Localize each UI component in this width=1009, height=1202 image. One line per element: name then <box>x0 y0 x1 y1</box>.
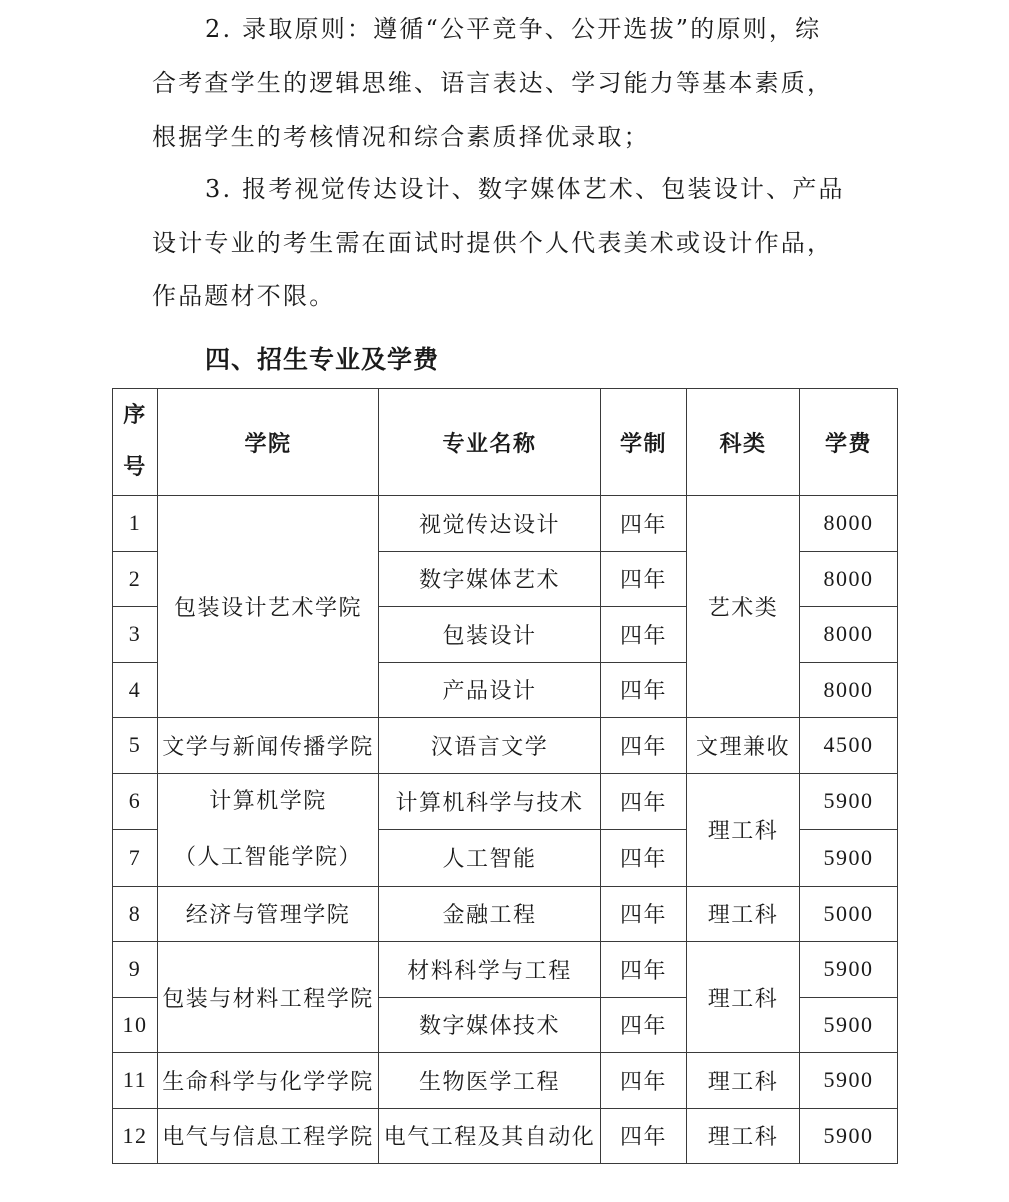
row-index: 6 <box>113 773 158 830</box>
header-index-top: 序 <box>123 403 147 428</box>
row-index: 8 <box>113 886 158 942</box>
college-cell: 电气与信息工程学院 <box>158 1108 379 1164</box>
table-row <box>113 1108 898 1164</box>
college-cell: 文学与新闻传播学院 <box>158 718 379 774</box>
header-college: 学院 <box>158 389 379 496</box>
row-index: 9 <box>113 942 158 998</box>
college-cell: 包装设计艺术学院 <box>158 496 379 718</box>
table-row <box>113 773 898 830</box>
fee-cell: 8000 <box>800 496 898 552</box>
fee-cell: 8000 <box>800 607 898 663</box>
major-cell: 包装设计 <box>379 607 601 663</box>
duration-cell: 四年 <box>601 886 687 942</box>
duration-cell: 四年 <box>601 1053 687 1109</box>
category-cell: 理工科 <box>687 886 800 942</box>
college-cell: 经济与管理学院 <box>158 886 379 942</box>
header-index-bottom: 号 <box>123 455 147 480</box>
college-name-line: 计算机学院 <box>209 788 327 814</box>
college-cell <box>158 773 379 886</box>
paragraph-3-line-1: 3. 报考视觉传达设计、数字媒体艺术、包装设计、产品 <box>205 175 845 203</box>
fee-cell: 5000 <box>800 886 898 942</box>
duration-cell: 四年 <box>601 551 687 607</box>
major-cell: 产品设计 <box>379 662 601 718</box>
duration-cell: 四年 <box>601 718 687 774</box>
table-row <box>113 718 898 774</box>
fee-cell: 4500 <box>800 718 898 774</box>
duration-cell: 四年 <box>601 773 687 830</box>
paragraph-2-line-1: 2. 录取原则：遵循“公平竞争、公开选拔”的原则，综 <box>205 15 822 43</box>
major-cell: 数字媒体技术 <box>379 997 601 1053</box>
header-index <box>113 389 158 496</box>
major-cell: 数字媒体艺术 <box>379 551 601 607</box>
row-index: 10 <box>113 997 158 1053</box>
major-cell: 金融工程 <box>379 886 601 942</box>
header-category: 科类 <box>687 389 800 496</box>
row-index: 1 <box>113 496 158 552</box>
major-cell: 材料科学与工程 <box>379 942 601 998</box>
major-cell: 电气工程及其自动化 <box>379 1108 601 1164</box>
category-cell: 理工科 <box>687 1053 800 1109</box>
duration-cell: 四年 <box>601 496 687 552</box>
paragraph-2-line-3: 根据学生的考核情况和综合素质择优录取； <box>152 123 650 151</box>
fee-cell: 5900 <box>800 942 898 998</box>
majors-fee-table <box>112 388 898 1164</box>
duration-cell: 四年 <box>601 607 687 663</box>
paragraph-3-line-3: 作品题材不限。 <box>152 282 336 310</box>
paragraph-2-line-2: 合考查学生的逻辑思维、语言表达、学习能力等基本素质， <box>152 69 834 97</box>
duration-cell: 四年 <box>601 997 687 1053</box>
duration-cell: 四年 <box>601 830 687 887</box>
table-row <box>113 886 898 942</box>
college-name-line: （人工智能学院） <box>173 844 362 870</box>
row-index: 4 <box>113 662 158 718</box>
row-index: 7 <box>113 830 158 887</box>
header-fee: 学费 <box>800 389 898 496</box>
major-cell: 人工智能 <box>379 830 601 887</box>
category-cell: 理工科 <box>687 1108 800 1164</box>
major-cell: 视觉传达设计 <box>379 496 601 552</box>
fee-cell: 5900 <box>800 830 898 887</box>
row-index: 2 <box>113 551 158 607</box>
table-header-row <box>113 389 898 496</box>
major-cell: 生物医学工程 <box>379 1053 601 1109</box>
fee-cell: 5900 <box>800 997 898 1053</box>
fee-cell: 5900 <box>800 1053 898 1109</box>
duration-cell: 四年 <box>601 942 687 998</box>
duration-cell: 四年 <box>601 1108 687 1164</box>
table-row <box>113 496 898 552</box>
major-cell: 汉语言文学 <box>379 718 601 774</box>
fee-cell: 5900 <box>800 773 898 830</box>
table-row <box>113 1053 898 1109</box>
category-cell: 理工科 <box>687 773 800 886</box>
category-cell: 文理兼收 <box>687 718 800 774</box>
section-heading: 四、招生专业及学费 <box>205 345 440 374</box>
paragraph-3-line-2: 设计专业的考生需在面试时提供个人代表美术或设计作品， <box>152 229 834 257</box>
major-cell: 计算机科学与技术 <box>379 773 601 830</box>
header-duration: 学制 <box>601 389 687 496</box>
college-cell: 生命科学与化学学院 <box>158 1053 379 1109</box>
fee-cell: 8000 <box>800 662 898 718</box>
row-index: 5 <box>113 718 158 774</box>
header-major: 专业名称 <box>379 389 601 496</box>
category-cell: 艺术类 <box>687 496 800 718</box>
row-index: 12 <box>113 1108 158 1164</box>
college-cell: 包装与材料工程学院 <box>158 942 379 1053</box>
fee-cell: 8000 <box>800 551 898 607</box>
row-index: 11 <box>113 1053 158 1109</box>
category-cell: 理工科 <box>687 942 800 1053</box>
table-row <box>113 942 898 998</box>
duration-cell: 四年 <box>601 662 687 718</box>
fee-cell: 5900 <box>800 1108 898 1164</box>
row-index: 3 <box>113 607 158 663</box>
